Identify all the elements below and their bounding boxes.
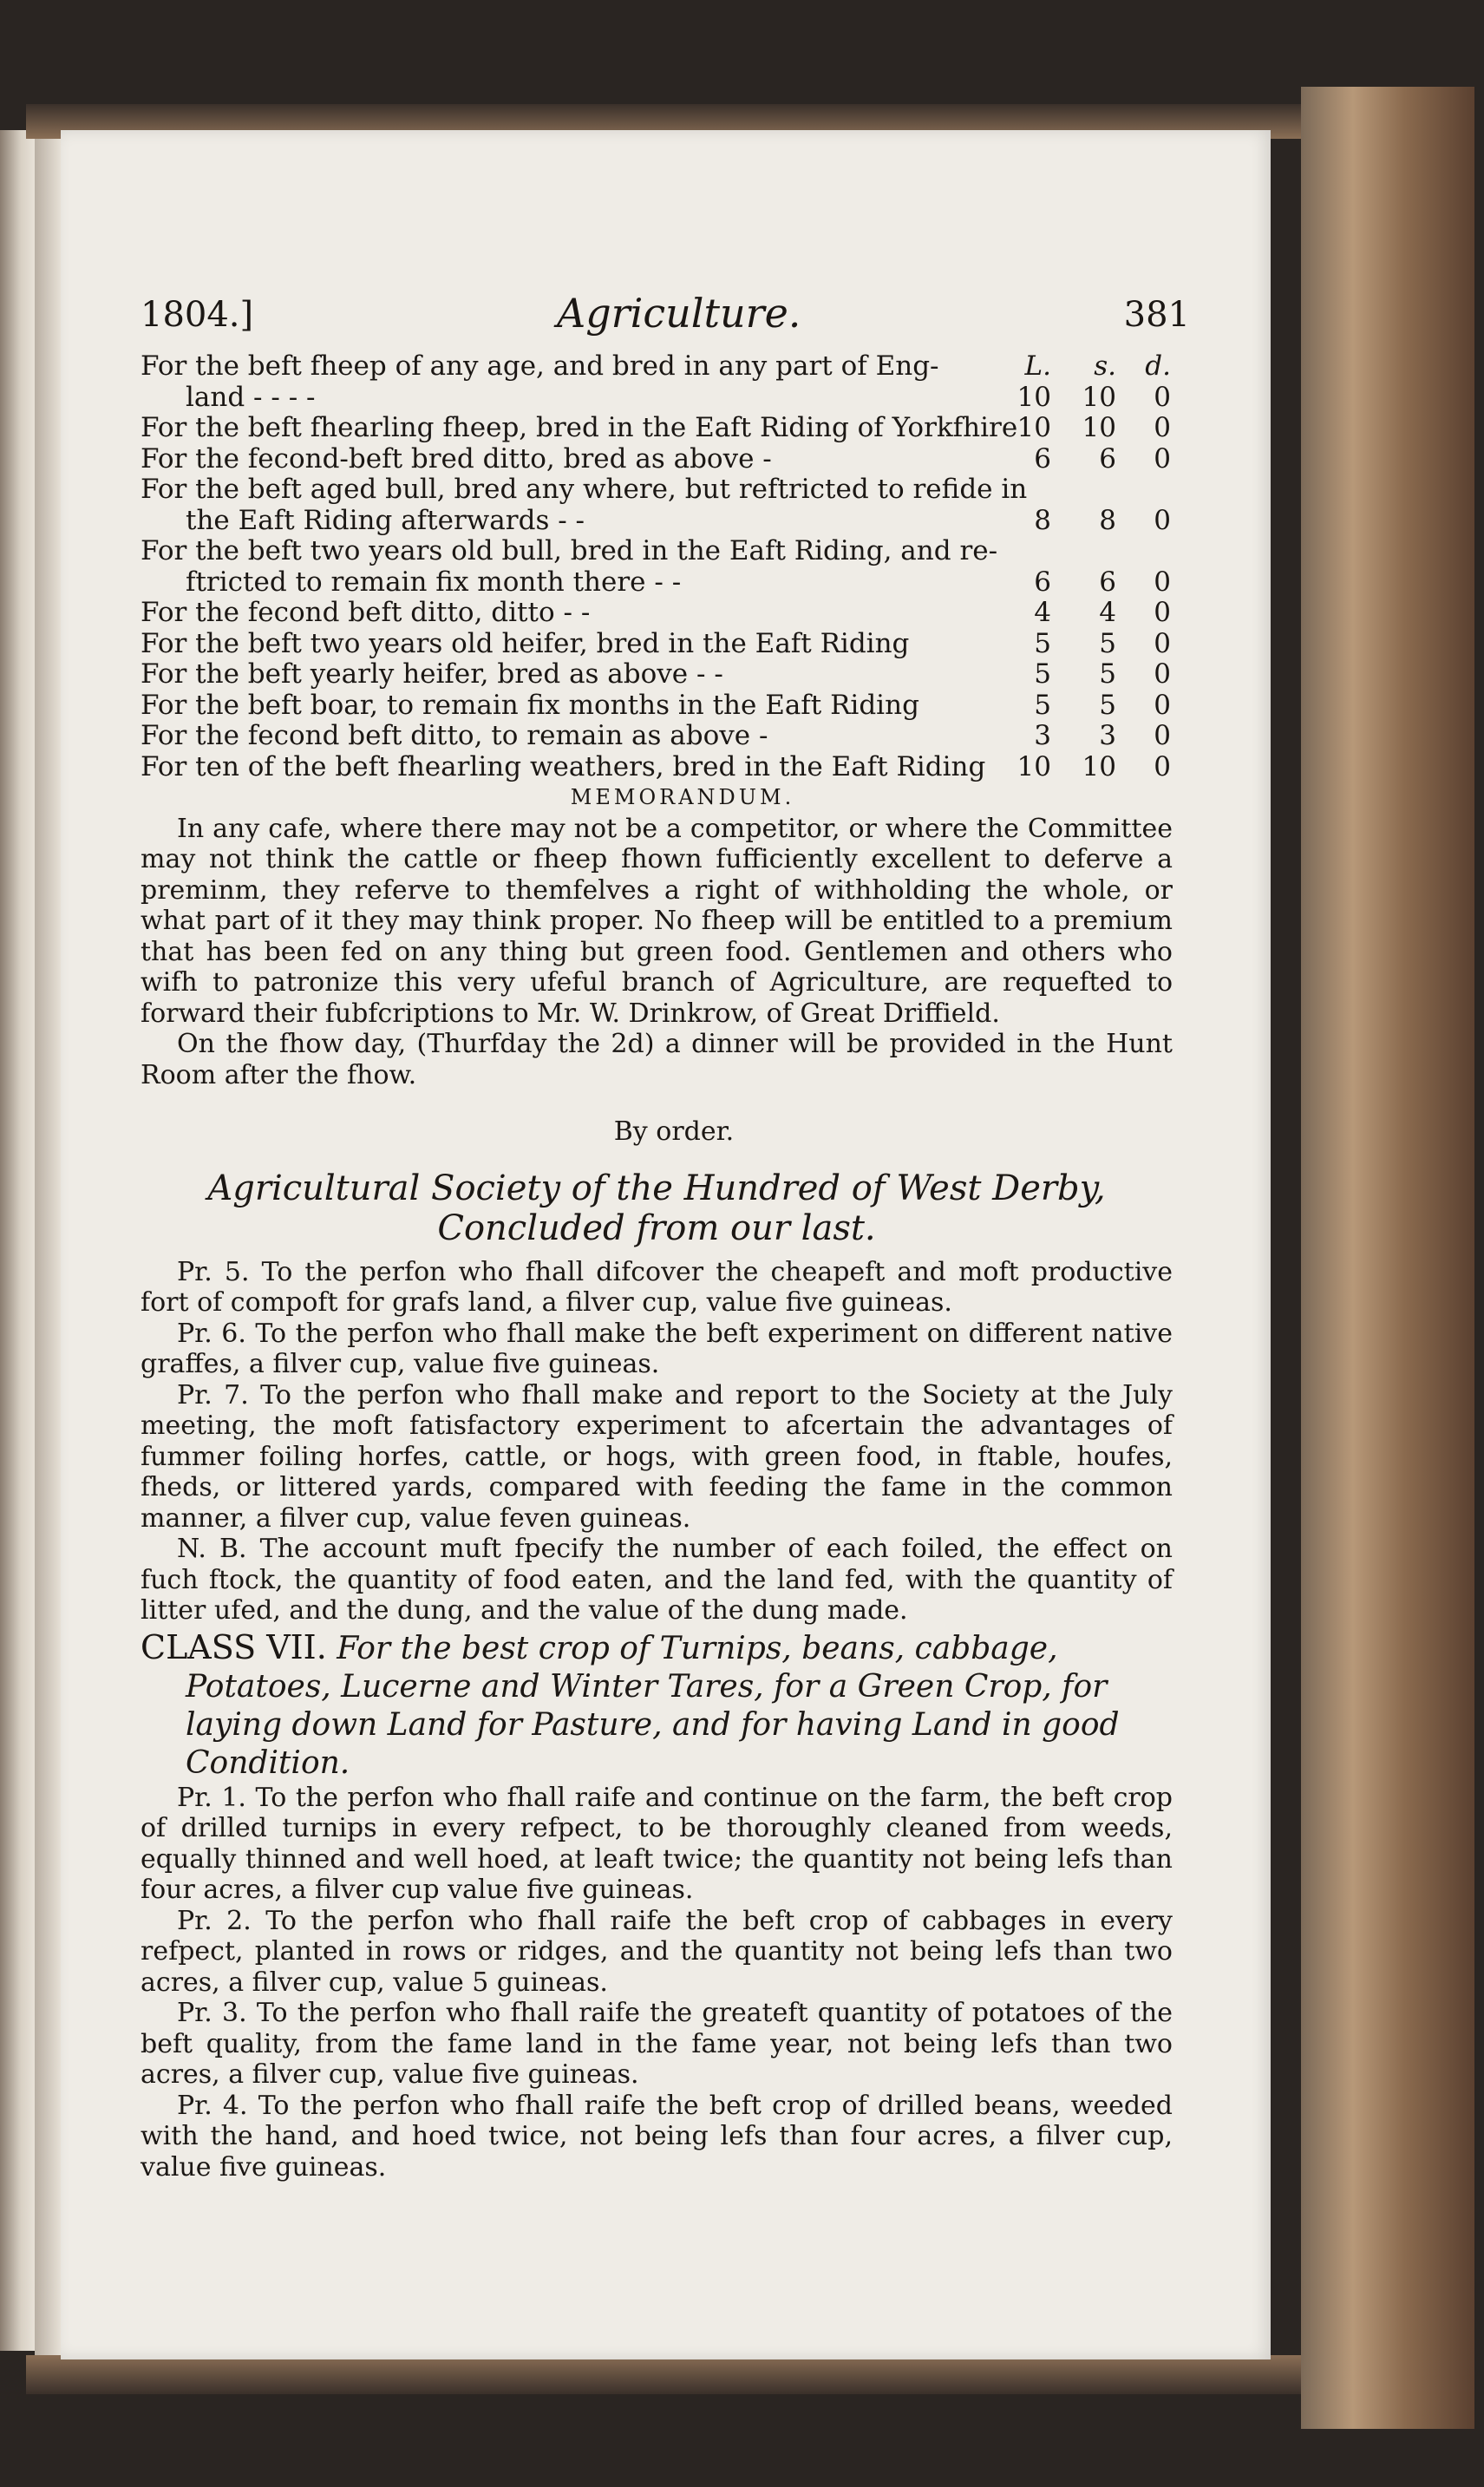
- dinner-paragraph: On the fhow day, (Thurfday the 2d) a dinner will be provided in the Hunt Room after the fhow.: [141, 1029, 1173, 1090]
- prize-pence: 0: [1154, 658, 1171, 690]
- prize-pence: 0: [1154, 627, 1171, 659]
- prize-shillings: 6: [1099, 566, 1116, 598]
- prize-pence: 0: [1154, 750, 1171, 782]
- society-title: Agricultural Society of the Hundred of West Derby,: [207, 1168, 1106, 1208]
- prize-shillings: 3: [1099, 720, 1116, 751]
- society-subtitle: Concluded from our last.: [437, 1208, 876, 1248]
- prize-row: [141, 752, 1173, 783]
- prize-pounds: 4: [1034, 597, 1051, 628]
- prize-shillings: 8: [1099, 504, 1116, 536]
- prize-pence: 0: [1154, 381, 1171, 413]
- page-number: 381: [1123, 295, 1190, 335]
- memorandum-paragraph: In any cafe, where there may not be a competitor, or where the Committee may not think the cattle or fheep fhown fufficiently excellent to deferve a preminm, they referve to themfelves a right of withholding the whole, or what part of it they may think proper. No fheep will be entitled to a premium that has been fed on any thing but green food. Gentlemen and others who wifh to patronize this very ufeful branch of Agriculture, are requefted to forward their fubfcriptions to Mr. W. Drinkrow, of Great Driffield.: [141, 813, 1173, 1029]
- note-paragraph: N. B. The account muft fpecify the number of each foiled, the effect on fuch ftock, the quantity of food eaten, and the land fed, with the quantity of litter ufed, and the dung, and the value of the dung made.: [141, 1534, 1173, 1626]
- prize-pounds: 10: [1017, 412, 1051, 443]
- prize-pence: 0: [1154, 442, 1171, 474]
- prize-pence: 0: [1154, 597, 1171, 628]
- prize-row: [141, 413, 1173, 444]
- prize-row: [141, 351, 1173, 383]
- prize-row: [141, 383, 1173, 414]
- prize-text: the Eaft Riding afterwards - -: [186, 504, 585, 536]
- left-page-edge: [0, 130, 35, 2351]
- prize-row: [141, 506, 1173, 537]
- prize-row: [141, 567, 1173, 599]
- prize-pounds: 10: [1017, 381, 1051, 413]
- prize-text: For the beft yearly heifer, bred as above - -: [141, 658, 723, 690]
- prize-text: For the beft fhearling fheep, bred in the Eaft Riding of Yorkfhire: [141, 412, 1018, 443]
- class-prize-paragraph: Pr. 2. To the perfon who fhall raife the beft crop of cabbages in every refpect, planted in rows or ridges, and the quantity not being lefs than two acres, a filver cup, value 5 guineas.: [141, 1905, 1173, 1998]
- prize-pounds: 6: [1034, 442, 1051, 474]
- header-title: Agriculture.: [557, 290, 801, 337]
- prize-list: [141, 351, 1173, 2183]
- class-label: CLASS VII.: [141, 1627, 327, 1666]
- prize-text: ftricted to remain fix month there - -: [186, 566, 682, 598]
- running-header: [141, 290, 1190, 344]
- prize-pence: 0: [1154, 720, 1171, 751]
- prize-shillings: 5: [1099, 627, 1116, 659]
- prize-pence: 0: [1154, 412, 1171, 443]
- prize-row: [141, 598, 1173, 629]
- by-order: By order.: [613, 1116, 735, 1147]
- prize-row: [141, 721, 1173, 752]
- class-prize-paragraph: Pr. 3. To the perfon who fhall raife the greateft quantity of potatoes of the beft quality, from the fame land in the fame year, not being lefs than two acres, a filver cup, value five guineas.: [141, 1998, 1173, 2090]
- prize-pence: 0: [1154, 504, 1171, 536]
- prize-text: For the beft two years old heifer, bred in the Eaft Riding: [141, 627, 910, 659]
- prize-pounds: 5: [1034, 658, 1051, 690]
- class-heading: [141, 1628, 1173, 1783]
- prize-shillings: 10: [1082, 412, 1116, 443]
- book-gutter: [35, 121, 61, 2359]
- prize-shillings: 6: [1099, 442, 1116, 474]
- column-s-label: s.: [1094, 350, 1116, 382]
- prize-text: For the fecond beft ditto, ditto - -: [141, 597, 591, 628]
- prize-pence: 0: [1154, 689, 1171, 721]
- prize-shillings: 10: [1082, 750, 1116, 782]
- prize-text: For the fecond beft ditto, to remain as above -: [141, 720, 768, 751]
- prize-row: [141, 536, 1173, 567]
- prize-shillings: 5: [1099, 658, 1116, 690]
- class-prize-paragraph: Pr. 1. To the perfon who fhall raife and continue on the farm, the beft crop of drilled turnips in every refpect, to be thoroughly cleaned from weeds, equally thinned and well hoed, at leaft twice; the quantity not being lefs than four acres, a filver cup value five guineas.: [141, 1782, 1173, 1905]
- prize-text: For the beft fheep of any age, and bred in any part of Eng-: [141, 350, 939, 382]
- prize-text: For the beft aged bull, bred any where, but reftricted to refide in: [141, 474, 1028, 505]
- prize-text: land - - - -: [186, 381, 316, 413]
- prize-paragraph: Pr. 6. To the perfon who fhall make the beft experiment on different native graffes, a filver cup, value five guineas.: [141, 1318, 1173, 1379]
- column-l-label: L.: [1024, 350, 1051, 382]
- prize-pounds: 8: [1034, 504, 1051, 536]
- book-bottom-edge: [26, 2355, 1422, 2394]
- prize-text: For the beft two years old bull, bred in the Eaft Riding, and re-: [141, 535, 998, 566]
- prize-text: For ten of the beft fhearling weathers, bred in the Eaft Riding: [141, 750, 986, 782]
- prize-shillings: 5: [1099, 689, 1116, 721]
- prize-row: [141, 444, 1173, 475]
- book-cover-edge: [1301, 87, 1474, 2429]
- prize-row: [141, 690, 1173, 722]
- prize-text: For the beft boar, to remain fix months in the Eaft Riding: [141, 689, 919, 721]
- prize-pounds: 5: [1034, 627, 1051, 659]
- prize-pounds: 5: [1034, 689, 1051, 721]
- prize-pounds: 6: [1034, 566, 1051, 598]
- prize-pence: 0: [1154, 566, 1171, 598]
- prize-row: [141, 659, 1173, 690]
- prize-paragraph: Pr. 5. To the perfon who fhall difcover the cheapeft and moft productive fort of compoft for grafs land, a filver cup, value five guineas.: [141, 1256, 1173, 1318]
- column-d-label: d.: [1145, 350, 1171, 382]
- memorandum-title: MEMORANDUM.: [570, 785, 795, 809]
- prize-paragraph: Pr. 7. To the perfon who fhall make and report to the Society at the July meeting, the moft fatisfactory experiment to afcertain the advantages of fummer foiling horfes, cattle, or hogs, with green food, in ftable, houfes, fheds, or littered yards, compared with feeding the fame in the common manner, a filver cup, value feven guineas.: [141, 1379, 1173, 1534]
- prize-text: For the fecond-beft bred ditto, bred as above -: [141, 442, 772, 474]
- prize-row: [141, 474, 1173, 506]
- book-page: [61, 130, 1271, 2359]
- prize-pounds: 10: [1017, 750, 1051, 782]
- prize-shillings: 4: [1099, 597, 1116, 628]
- prize-pounds: 3: [1034, 720, 1051, 751]
- prize-shillings: 10: [1082, 381, 1116, 413]
- prize-row: [141, 629, 1173, 660]
- header-year: 1804.]: [141, 295, 254, 335]
- class-prize-paragraph: Pr. 4. To the perfon who fhall raife the beft crop of drilled beans, weeded with the hand, and hoed twice, not being lefs than four acres, a filver cup, value five guineas.: [141, 2090, 1173, 2183]
- class-heading-text: For the best crop of Turnips, beans, cabbage, Potatoes, Lucerne and Winter Tares, for a Green Crop, for laying down Land for Pasture, and for having Land in good Condition.: [186, 1630, 1120, 1781]
